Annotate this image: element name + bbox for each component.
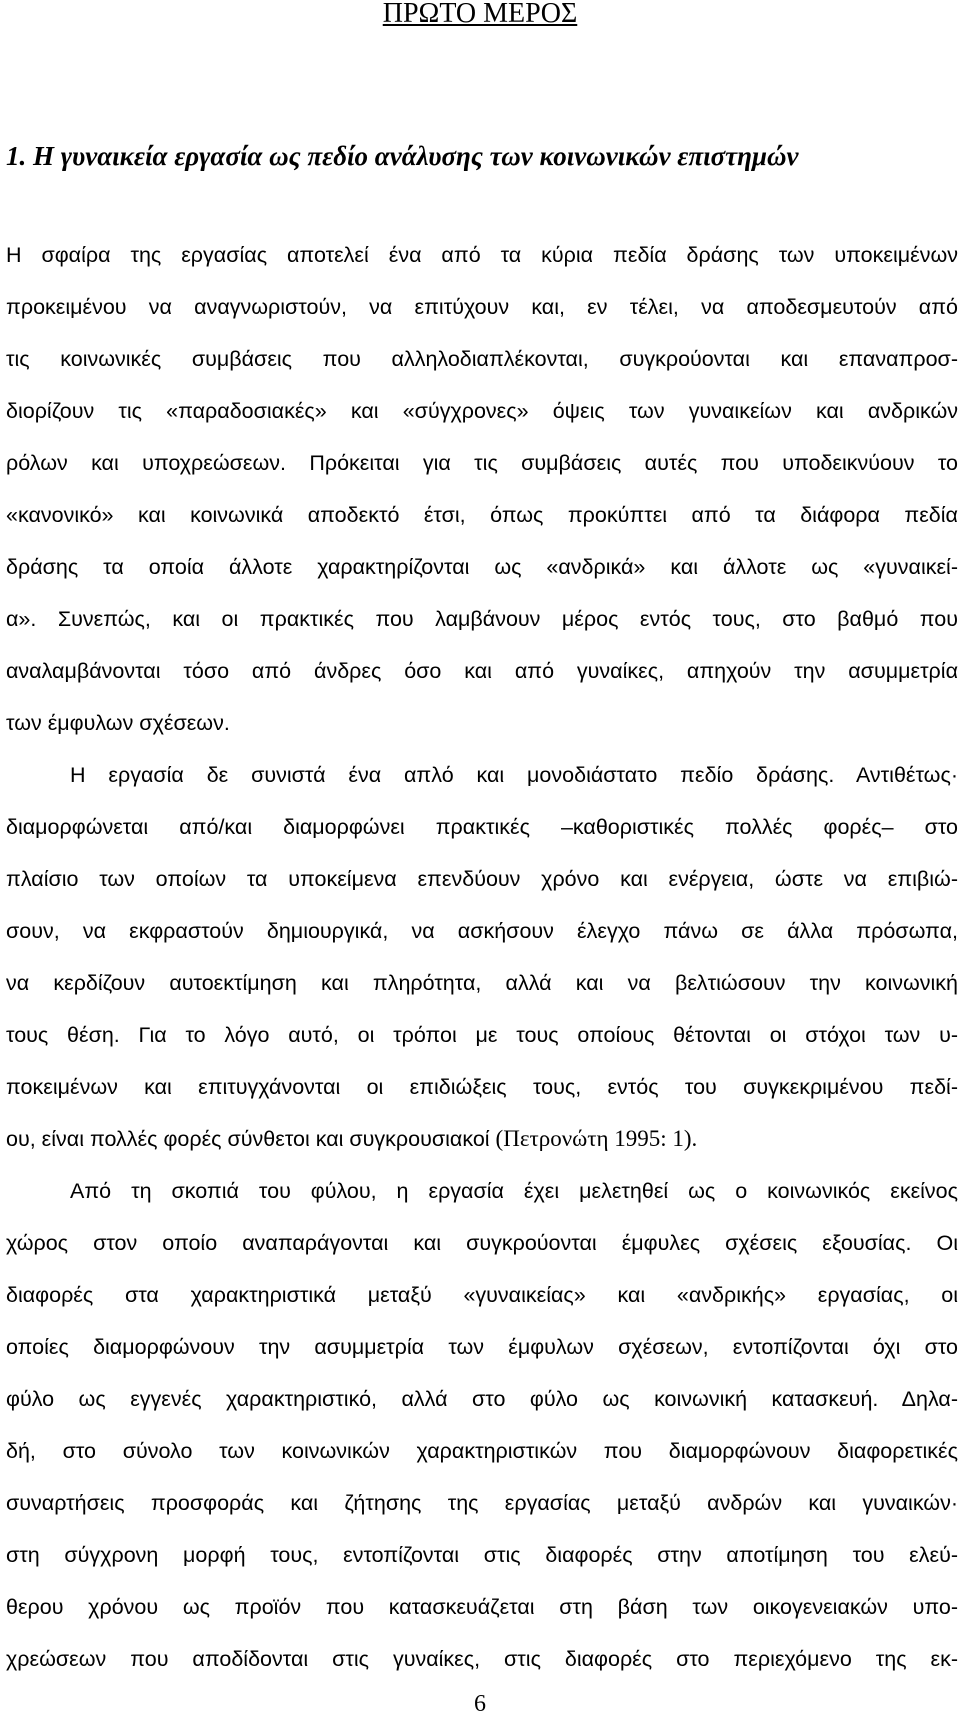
text-line: αναλαμβάνονται τόσο από άνδρες όσο και από γυναίκες, απηχούν την ασυμμετρία xyxy=(6,659,958,683)
text-line: διαφορές στα χαρακτηριστικά μεταξύ «γυναικείας» και «ανδρικής» εργασίας, οι xyxy=(6,1283,958,1307)
body-text xyxy=(6,240,958,1696)
text-line: συναρτήσεις προσφοράς και ζήτησης της εργασίας μεταξύ ανδρών και γυναικών· xyxy=(6,1491,958,1515)
text-line: δράσης τα οποία άλλοτε χαρακτηρίζονται ως «ανδρικά» και άλλοτε ως «γυναικεί- xyxy=(6,555,958,579)
text-line: φύλο ως εγγενές χαρακτηριστικό, αλλά στο φύλο ως κοινωνική κατασκευή. Δηλα- xyxy=(6,1387,958,1411)
text-line: σουν, να εκφραστούν δημιουργικά, να ασκήσουν έλεγχο πάνω σε άλλα πρόσωπα, xyxy=(6,919,958,943)
text-line: στη σύγχρονη μορφή τους, εντοπίζονται στις διαφορές στην αποτίμηση του ελεύ- xyxy=(6,1543,958,1567)
text-line: δή, στο σύνολο των κοινωνικών χαρακτηριστικών που διαμορφώνουν διαφορετικές xyxy=(6,1439,958,1463)
text-line: οποίες διαμορφώνουν την ασυμμετρία των έμφυλων σχέσεων, εντοπίζονται όχι στο xyxy=(6,1335,958,1359)
text-line: χώρος στον οποίο αναπαράγονται και συγκρούονται έμφυλες σχέσεις εξουσίας. Οι xyxy=(6,1231,958,1255)
text-line-part: ου, είναι πολλές φορές σύνθετοι και συγκρουσιακοί xyxy=(6,1127,490,1151)
text-line: Η σφαίρα της εργασίας αποτελεί ένα από τα κύρια πεδία δράσης των υποκειμένων xyxy=(6,243,958,267)
text-line: χρεώσεων που αποδίδονται στις γυναίκες, στις διαφορές στο περιεχόμενο της εκ- xyxy=(6,1647,958,1671)
text-line: θερου χρόνου ως προϊόν που κατασκευάζεται στη βάση των οικογενειακών υπο- xyxy=(6,1595,958,1619)
text-line: των έμφυλων σχέσεων. xyxy=(6,711,230,735)
text-line: ρόλων και υποχρεώσεων. Πρόκειται για τις συμβάσεις αυτές που υποδεικνύουν το xyxy=(6,451,958,475)
text-line xyxy=(6,1124,958,1176)
part-title: ΠΡΩΤΟ ΜΕΡΟΣ xyxy=(382,0,578,29)
text-line: Η εργασία δε συνιστά ένα απλό και μονοδιάστατο πεδίο δράσης. Αντιθέτως· xyxy=(70,763,958,787)
text-line: να κερδίζουν αυτοεκτίμηση και πληρότητα, αλλά και να βελτιώσουν την κοινωνική xyxy=(6,971,958,995)
chapter-title: 1. Η γυναικεία εργασία ως πεδίο ανάλυσης των κοινωνικών επιστημών xyxy=(6,141,799,171)
text-line: τους θέση. Για το λόγο αυτό, οι τρόποι με τους οποίους θέτονται οι στόχοι των υ- xyxy=(6,1023,958,1047)
text-line: α». Συνεπώς, και οι πρακτικές που λαμβάνουν μέρος εντός τους, στο βαθμό που xyxy=(6,607,958,631)
text-line: τις κοινωνικές συμβάσεις που αλληλοδιαπλέκονται, συγκρούονται και επαναπροσ- xyxy=(6,347,958,371)
text-line: προκειμένου να αναγνωριστούν, να επιτύχουν και, εν τέλει, να αποδεσμευτούν από xyxy=(6,295,958,319)
citation: (Πετρονώτη 1995: 1). xyxy=(495,1126,698,1151)
text-line: Από τη σκοπιά του φύλου, η εργασία έχει μελετηθεί ως ο κοινωνικός εκείνος xyxy=(70,1179,958,1203)
page-number: 6 xyxy=(474,1691,486,1717)
text-line: πλαίσιο των οποίων τα υποκείμενα επενδύουν χρόνο και ενέργεια, ώστε να επιβιώ- xyxy=(6,867,958,891)
text-line: διορίζουν τις «παραδοσιακές» και «σύγχρονες» όψεις των γυναικείων και ανδρικών xyxy=(6,399,958,423)
text-line: διαμορφώνεται από/και διαμορφώνει πρακτικές –καθοριστικές πολλές φορές– στο xyxy=(6,815,958,839)
text-line: «κανονικό» και κοινωνικά αποδεκτό έτσι, όπως προκύπτει από τα διάφορα πεδία xyxy=(6,503,958,527)
text-line: ποκειμένων και επιτυγχάνονται οι επιδιώξεις τους, εντός του συγκεκριμένου πεδί- xyxy=(6,1075,958,1099)
